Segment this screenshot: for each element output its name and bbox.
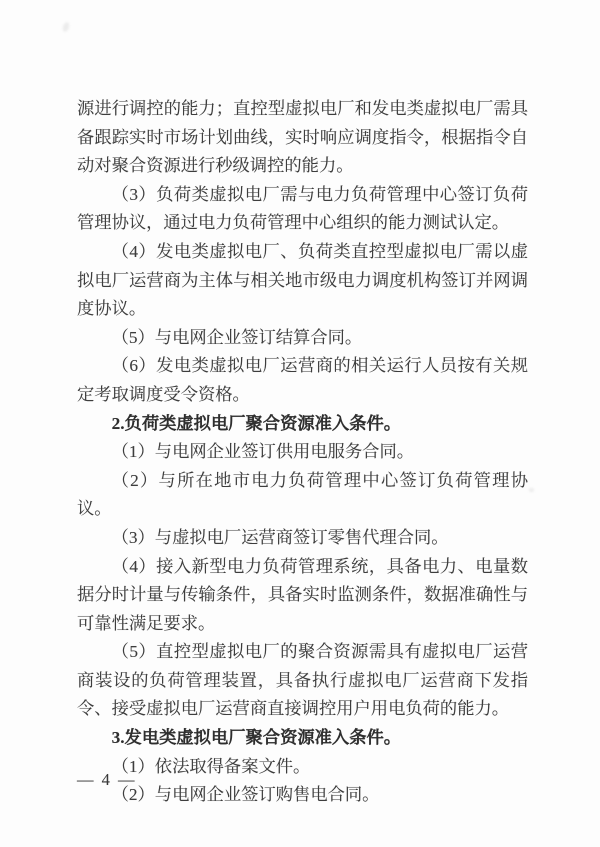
numbered-item-4: （4）发电类虚拟电厂、负荷类直控型虚拟电厂需以虚拟电厂运营商为主体与相关地市级电力调度机构签订并网调度协议。 bbox=[77, 241, 528, 319]
numbered-item-5: （5）与电网企业签订结算合同。 bbox=[111, 327, 363, 347]
section-heading-2: 2.负荷类虚拟电厂聚合资源准入条件。 bbox=[111, 413, 402, 433]
paragraph-continuation: 源进行调控的能力；直控型虚拟电厂和发电类虚拟电厂需具备跟踪实时市场计划曲线，实时响应调度指令，根据指令自动对聚合资源进行秒级调控的能力。 bbox=[77, 99, 528, 176]
numbered-item-2-5: （5）直控型虚拟电厂的聚合资源需具有虚拟电厂运营商装设的负荷管理装置，具备执行虚拟电厂运营商下发指令、接受虚拟电厂运营商直接调控用户用电负荷的能力。 bbox=[77, 642, 528, 719]
section-heading-3: 3.发电类虚拟电厂聚合资源准入条件。 bbox=[111, 728, 402, 748]
numbered-item-3-1: （1）依法取得备案文件。 bbox=[111, 756, 311, 776]
scan-speck-artifact bbox=[529, 488, 534, 492]
numbered-item-3: （3）负荷类虚拟电厂需与电力负荷管理中心签订负荷管理协议，通过电力负荷管理中心组织的能力测试认定。 bbox=[77, 184, 528, 233]
numbered-item-3-2: （2）与电网企业签订购售电合同。 bbox=[111, 785, 380, 805]
page-number: — 4 — bbox=[77, 770, 137, 789]
numbered-item-2-2: （2）与所在地市电力负荷管理中心签订负荷管理协议。 bbox=[77, 470, 528, 519]
numbered-item-6: （6）发电类虚拟电厂运营商的相关运行人员按有关规定考取调度受令资格。 bbox=[77, 356, 528, 404]
scan-smudge-artifact bbox=[61, 21, 70, 32]
numbered-item-2-3: （3）与虚拟电厂运营商签订零售代理合同。 bbox=[111, 527, 449, 547]
numbered-item-2-4: （4）接入新型电力负荷管理系统，具备电力、电量数据分时计量与传输条件，具备实时监测条件，数据准确性与可靠性满足要求。 bbox=[77, 556, 528, 633]
numbered-item-2-1: （1）与电网企业签订供用电服务合同。 bbox=[111, 442, 415, 462]
document-body bbox=[77, 95, 528, 810]
